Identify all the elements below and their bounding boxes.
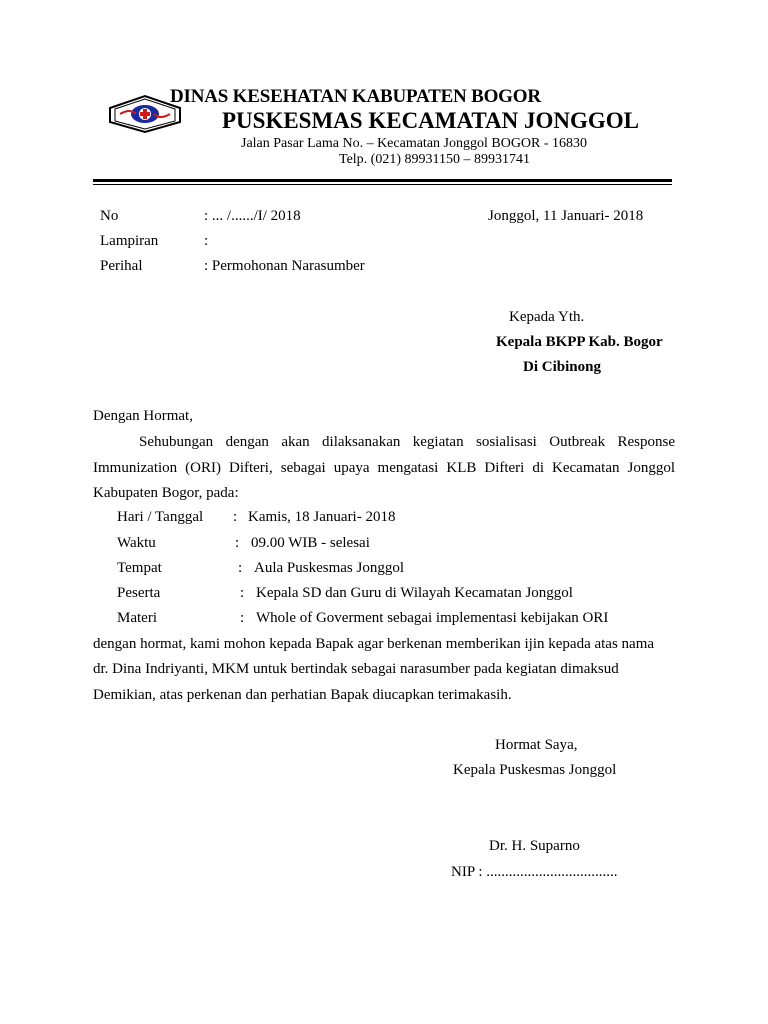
paragraph-line-1: Sehubungan dengan akan dilaksanakan kegiatan sosialisasi Outbreak Response (139, 434, 675, 450)
detail-label-material: Materi (117, 610, 157, 626)
perihal-value: : Permohonan Narasumber (204, 258, 365, 274)
recipient-greeting: Kepada Yth. (509, 309, 585, 325)
no-value: : ... /....../I/ 2018 (204, 208, 301, 224)
detail-colon: : (238, 560, 243, 576)
detail-label-participants: Peserta (117, 585, 161, 601)
header-divider-thin (93, 184, 672, 185)
signer-nip: NIP : ................................... (451, 864, 618, 880)
signature-greeting: Hormat Saya, (495, 737, 578, 753)
detail-value-participants: Kepala SD dan Guru di Wilayah Kecamatan Jonggol (256, 585, 573, 601)
paragraph-line-2: Immunization (ORI) Difteri, sebagai upaya mengatasi KLB Difteri di Kecamatan Jonggol (93, 460, 675, 476)
detail-value-material: Whole of Goverment sebagai implementasi kebijakan ORI (256, 610, 609, 626)
lampiran-value: : (204, 233, 209, 249)
institution-name: PUSKESMAS KECAMATAN JONGGOL (222, 108, 640, 133)
paragraph-line-3: Kabupaten Bogor, pada: (93, 485, 239, 501)
closing-line-1: dengan hormat, kami mohon kepada Bapak agar berkenan memberikan ijin kepada atas nama (93, 636, 655, 652)
detail-colon: : (240, 610, 245, 626)
recipient-location: Di Cibinong (523, 359, 601, 375)
recipient-title: Kepala BKPP Kab. Bogor (496, 334, 663, 350)
perihal-label: Perihal (100, 258, 143, 274)
detail-label-date: Hari / Tanggal (117, 509, 204, 525)
lampiran-label: Lampiran (100, 233, 159, 249)
detail-value-date: Kamis, 18 Januari- 2018 (248, 509, 396, 525)
detail-label-place: Tempat (117, 560, 162, 576)
salutation: Dengan Hormat, (93, 408, 193, 424)
detail-colon: : (233, 509, 238, 525)
detail-colon: : (240, 585, 245, 601)
address-line: Jalan Pasar Lama No. – Kecamatan Jonggol BOGOR - 16830 (241, 136, 588, 151)
detail-colon: : (235, 535, 240, 551)
no-label: No (100, 208, 119, 224)
office-name: DINAS KESEHATAN KABUPATEN BOGOR (170, 86, 541, 107)
header-divider-thick (93, 179, 672, 182)
detail-label-time: Waktu (117, 535, 156, 551)
detail-value-time: 09.00 WIB - selesai (251, 535, 370, 551)
closing-line-2: dr. Dina Indriyanti, MKM untuk bertindak sebagai narasumber pada kegiatan dimaksud (93, 661, 619, 677)
place-date: Jonggol, 11 Januari- 2018 (488, 208, 644, 224)
closing-line-3: Demikian, atas perkenan dan perhatian Bapak diucapkan terimakasih. (93, 687, 512, 703)
signature-position: Kepala Puskesmas Jonggol (453, 762, 617, 778)
signer-name: Dr. H. Suparno (489, 838, 580, 854)
detail-value-place: Aula Puskesmas Jonggol (254, 560, 404, 576)
phone-line: Telp. (021) 89931150 – 89931741 (339, 152, 530, 167)
